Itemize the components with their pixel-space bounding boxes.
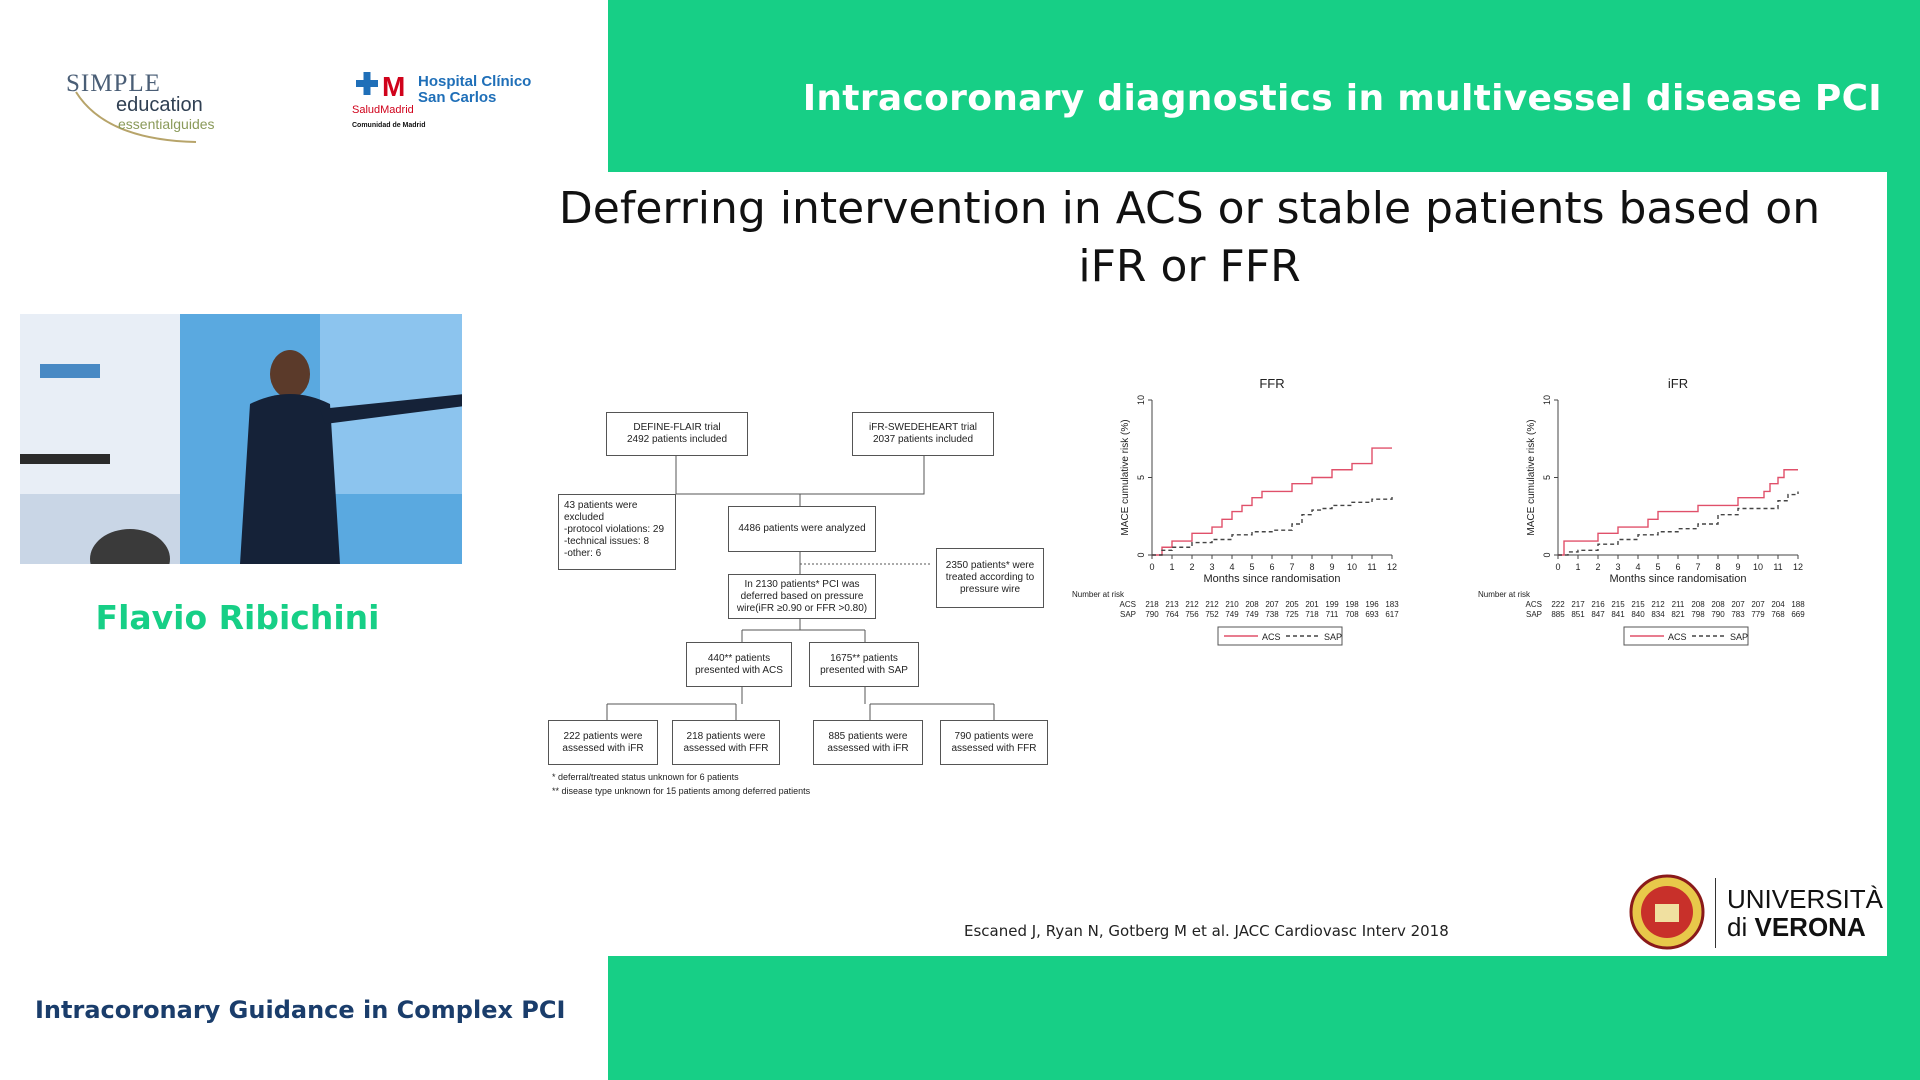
speaker-video[interactable] <box>20 314 462 564</box>
x-tick-label: 9 <box>1329 562 1335 572</box>
hospital-logo <box>338 72 538 136</box>
box-sap: 1675** patients presented with SAP <box>809 642 919 687</box>
risk-value: 208 <box>1711 600 1725 609</box>
risk-value: 718 <box>1305 610 1319 619</box>
risk-value: 211 <box>1671 600 1685 609</box>
x-tick-label: 11 <box>1773 562 1783 572</box>
x-axis-label: Months since randomisation <box>1609 573 1747 585</box>
x-tick-label: 2 <box>1595 562 1601 572</box>
km-charts <box>492 172 1887 956</box>
risk-value: 212 <box>1185 600 1199 609</box>
risk-value: 749 <box>1225 610 1239 619</box>
university-logo <box>1627 872 1884 952</box>
y-axis-label: MACE cumulative risk (%) <box>1526 419 1537 536</box>
risk-value: 749 <box>1245 610 1259 619</box>
box-excluded: 43 patients were excluded -protocol violations: 29 -technical issues: 8 -other: 6 <box>558 494 676 570</box>
y-tick-label: 10 <box>1136 394 1146 406</box>
x-tick-label: 1 <box>1575 562 1581 572</box>
box-sap-ffr: 790 patients were assessed with FFR <box>940 720 1048 765</box>
x-tick-label: 3 <box>1615 562 1621 572</box>
university-seal-icon <box>1627 872 1707 952</box>
risk-value: 885 <box>1551 610 1565 619</box>
risk-value: 208 <box>1245 600 1259 609</box>
risk-value: 204 <box>1771 600 1785 609</box>
box-sap-ifr: 885 patients were assessed with iFR <box>813 720 923 765</box>
legend-label-acs: ACS <box>1262 632 1281 642</box>
hospital-name <box>418 74 531 106</box>
legend-label-acs: ACS <box>1668 632 1687 642</box>
number-at-risk-label: Number at risk <box>1478 590 1531 599</box>
speaker-name: Flavio Ribichini <box>95 598 380 637</box>
university-di: di <box>1727 912 1748 942</box>
risk-row-name: SAP <box>1525 610 1542 619</box>
risk-value: 821 <box>1671 610 1685 619</box>
risk-value: 183 <box>1385 600 1399 609</box>
hospital-name-line1: Hospital Clínico <box>418 73 532 90</box>
risk-value: 216 <box>1591 600 1605 609</box>
box-acs-ifr: 222 patients were assessed with iFR <box>548 720 658 765</box>
risk-value: 790 <box>1711 610 1725 619</box>
legend-label-sap: SAP <box>1730 632 1749 642</box>
x-tick-label: 10 <box>1752 562 1764 572</box>
box-deferred: In 2130 patients* PCI was deferred based on pressure wire(iFR ≥0.90 or FFR >0.80) <box>728 574 876 619</box>
x-tick-label: 12 <box>1792 562 1804 572</box>
box-acs-ffr: 218 patients were assessed with FFR <box>672 720 780 765</box>
risk-value: 218 <box>1145 600 1159 609</box>
x-tick-label: 7 <box>1289 562 1295 572</box>
x-tick-label: 5 <box>1655 562 1661 572</box>
university-line2 <box>1727 912 1866 943</box>
risk-value: 834 <box>1651 610 1665 619</box>
y-tick-label: 5 <box>1542 474 1552 481</box>
number-at-risk-label: Number at risk <box>1072 590 1125 599</box>
risk-value: 738 <box>1265 610 1279 619</box>
header-title: Intracoronary diagnostics in multivessel disease PCI <box>802 78 1882 119</box>
university-verona: VERONA <box>1754 912 1866 942</box>
x-tick-label: 3 <box>1209 562 1215 572</box>
risk-value: 208 <box>1691 600 1705 609</box>
logo-separator <box>1715 878 1716 948</box>
risk-value: 217 <box>1571 600 1585 609</box>
chart-title: FFR <box>1259 376 1285 391</box>
risk-value: 725 <box>1285 610 1299 619</box>
risk-value: 669 <box>1791 610 1805 619</box>
risk-value: 847 <box>1591 610 1605 619</box>
risk-value: 205 <box>1285 600 1299 609</box>
x-tick-label: 9 <box>1735 562 1741 572</box>
risk-value: 841 <box>1611 610 1625 619</box>
x-tick-label: 11 <box>1367 562 1377 572</box>
x-tick-label: 1 <box>1169 562 1175 572</box>
risk-value: 210 <box>1225 600 1239 609</box>
risk-value: 840 <box>1631 610 1645 619</box>
footnote-2: ** disease type unknown for 15 patients among deferred patients <box>552 786 811 796</box>
risk-value: 207 <box>1731 600 1745 609</box>
risk-row-name: SAP <box>1119 610 1136 619</box>
footnote-1: * deferral/treated status unknown for 6 patients <box>552 772 739 782</box>
risk-value: 213 <box>1165 600 1179 609</box>
x-tick-label: 6 <box>1269 562 1275 572</box>
risk-value: 764 <box>1165 610 1179 619</box>
hospital-sub: SaludMadrid <box>352 104 414 116</box>
x-tick-label: 5 <box>1249 562 1255 572</box>
box-treated: 2350 patients* were treated according to pressure wire <box>936 548 1044 608</box>
risk-value: 768 <box>1771 610 1785 619</box>
x-tick-label: 4 <box>1229 562 1235 572</box>
risk-value: 212 <box>1651 600 1665 609</box>
risk-value: 752 <box>1205 610 1219 619</box>
risk-value: 188 <box>1791 600 1805 609</box>
x-tick-label: 4 <box>1635 562 1641 572</box>
simple-education-logo <box>66 70 236 150</box>
hospital-cross-icon <box>348 72 428 106</box>
x-tick-label: 12 <box>1386 562 1398 572</box>
risk-value: 198 <box>1345 600 1359 609</box>
series-line-acs <box>1152 448 1392 555</box>
risk-value: 207 <box>1751 600 1765 609</box>
risk-value: 851 <box>1571 610 1585 619</box>
box-swedeheart: iFR-SWEDEHEART trial 2037 patients included <box>852 412 994 456</box>
y-tick-label: 0 <box>1542 552 1552 558</box>
risk-value: 790 <box>1145 610 1159 619</box>
legend-label-sap: SAP <box>1324 632 1343 642</box>
risk-value: 222 <box>1551 600 1565 609</box>
hospital-region: Comunidad de Madrid <box>352 122 426 129</box>
x-tick-label: 2 <box>1189 562 1195 572</box>
y-tick-label: 10 <box>1542 394 1552 406</box>
x-axis-label: Months since randomisation <box>1203 573 1341 585</box>
hospital-name-line2: San Carlos <box>418 89 497 106</box>
series-line-sap <box>1558 491 1798 555</box>
risk-value: 212 <box>1205 600 1219 609</box>
slide-title-line1: Deferring intervention in ACS or stable patients based on <box>558 183 1821 234</box>
logo-guides-text: essentialguides <box>118 116 215 132</box>
risk-value: 779 <box>1751 610 1765 619</box>
risk-value: 196 <box>1365 600 1379 609</box>
x-tick-label: 0 <box>1555 562 1561 572</box>
x-tick-label: 8 <box>1309 562 1315 572</box>
risk-row-name: ACS <box>1525 600 1542 609</box>
risk-value: 798 <box>1691 610 1705 619</box>
risk-value: 215 <box>1631 600 1645 609</box>
risk-value: 207 <box>1265 600 1279 609</box>
risk-value: 708 <box>1345 610 1359 619</box>
x-tick-label: 0 <box>1149 562 1155 572</box>
x-tick-label: 7 <box>1695 562 1701 572</box>
risk-value: 783 <box>1731 610 1745 619</box>
risk-value: 199 <box>1325 600 1339 609</box>
box-acs: 440** patients presented with ACS <box>686 642 792 687</box>
risk-value: 201 <box>1305 600 1319 609</box>
risk-value: 711 <box>1325 610 1339 619</box>
x-tick-label: 6 <box>1675 562 1681 572</box>
slide <box>492 172 1887 956</box>
series-line-sap <box>1152 496 1392 555</box>
y-tick-label: 5 <box>1136 474 1146 481</box>
svg-text:M: M <box>382 72 406 102</box>
risk-row-name: ACS <box>1119 600 1136 609</box>
risk-value: 693 <box>1365 610 1379 619</box>
risk-value: 215 <box>1611 600 1625 609</box>
y-tick-label: 0 <box>1136 552 1146 558</box>
video-frame <box>20 314 462 564</box>
box-analyzed: 4486 patients were analyzed <box>728 506 876 552</box>
citation: Escaned J, Ryan N, Gotberg M et al. JACC Cardiovasc Interv 2018 <box>964 922 1449 940</box>
university-line1: UNIVERSITÀ <box>1727 884 1884 914</box>
chart-title: iFR <box>1667 376 1689 391</box>
logo-simple-text: SIMPLE <box>66 70 161 97</box>
logo-education-text: education <box>116 94 203 116</box>
y-axis-label: MACE cumulative risk (%) <box>1120 419 1131 536</box>
x-tick-label: 8 <box>1715 562 1721 572</box>
slide-title-line2: iFR or FFR <box>1078 241 1301 292</box>
series-line-acs <box>1558 470 1798 555</box>
x-tick-label: 10 <box>1346 562 1358 572</box>
box-define-flair: DEFINE-FLAIR trial 2492 patients included <box>606 412 748 456</box>
risk-value: 617 <box>1385 610 1399 619</box>
risk-value: 756 <box>1185 610 1199 619</box>
footer-title: Intracoronary Guidance in Complex PCI <box>35 996 566 1024</box>
